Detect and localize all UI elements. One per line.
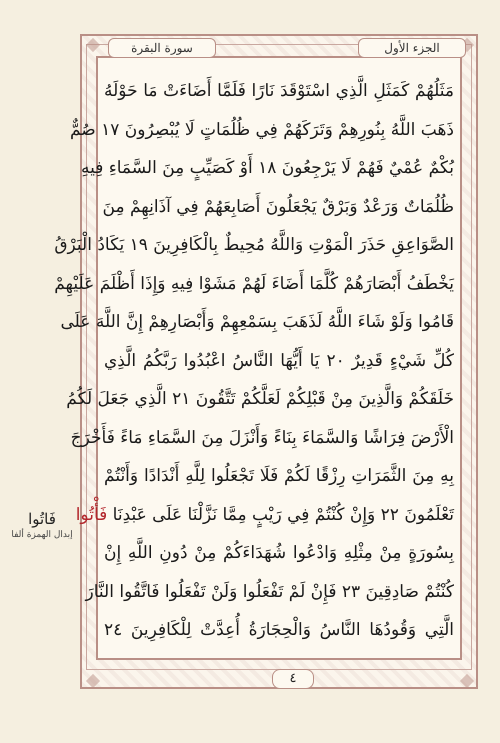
text-line: بِهِ مِنَ الثَّمَرَاتِ رِزْقًا لَكُمْ فَلَا تَجْعَلُوا لِلَّهِ أَنْدَادًا وَأَنْتُمْ xyxy=(104,466,454,486)
text-line: الصَّوَاعِقِ حَذَرَ الْمَوْتِ وَاللَّهُ مُحِيطٌ بِالْكَافِرِينَ ١٩ يَكَادُ الْبَرْقُ xyxy=(54,235,454,255)
text-line: قَامُوا وَلَوْ شَاءَ اللَّهُ لَذَهَبَ بِسَمْعِهِمْ وَأَبْصَارِهِمْ إِنَّ اللَّهَ عَلَى xyxy=(60,312,454,332)
highlighted-word: فَأْتُوا xyxy=(75,504,108,525)
margin-note-explanation: إبدال الهمزة ألفا xyxy=(11,530,73,540)
text-line: كُلِّ شَيْءٍ قَدِيرٌ ٢٠ يَا أَيُّهَا النَّاسُ اعْبُدُوا رَبَّكُمُ الَّذِي xyxy=(104,350,454,371)
verse-text xyxy=(54,72,454,662)
juz-label: الجزء الأول xyxy=(358,38,466,58)
text-line: الَّتِي وَقُودُهَا النَّاسُ وَالْحِجَارَةُ أُعِدَّتْ لِلْكَافِرِينَ ٢٤ xyxy=(104,620,454,640)
text-line: الْأَرْضَ فِرَاشًا وَالسَّمَاءَ بِنَاءً وَأَنْزَلَ مِنَ السَّمَاءِ مَاءً فَأَخْرَجَ xyxy=(70,427,454,448)
surah-label: سورة البقرة xyxy=(108,38,216,58)
margin-note xyxy=(4,508,80,541)
text-line: يَخْطَفُ أَبْصَارَهُمْ كُلَّمَا أَضَاءَ لَهُمْ مَشَوْا فِيهِ وَإِذَا أَظْلَمَ عَلَيْهِمْ xyxy=(54,273,454,294)
text-line: بِسُورَةٍ مِنْ مِثْلِهِ وَادْعُوا شُهَدَاءَكُمْ مِنْ دُونِ اللَّهِ إِنْ xyxy=(104,543,454,563)
text-line: مَثَلُهُمْ كَمَثَلِ الَّذِي اسْتَوْقَدَ نَارًا فَلَمَّا أَضَاءَتْ مَا حَوْلَهُ xyxy=(104,81,454,101)
text-line: بُكْمٌ عُمْيٌ فَهُمْ لَا يَرْجِعُونَ ١٨ أَوْ كَصَيِّبٍ مِنَ السَّمَاءِ فِيهِ xyxy=(80,158,454,178)
text-line: كُنْتُمْ صَادِقِينَ ٢٣ فَإِنْ لَمْ تَفْعَلُوا وَلَنْ تَفْعَلُوا فَاتَّقُوا النَّارَ xyxy=(85,581,454,602)
text-line: ذَهَبَ اللَّهُ بِنُورِهِمْ وَتَرَكَهُمْ فِي ظُلُمَاتٍ لَا يُبْصِرُونَ ١٧ صُمٌّ xyxy=(69,119,454,140)
margin-note-word: فَاتُوا xyxy=(28,510,56,528)
text-line: خَلَقَكُمْ وَالَّذِينَ مِنْ قَبْلِكُمْ لَعَلَّكُمْ تَتَّقُونَ ٢١ الَّذِي جَعَلَ لَكُمُ xyxy=(66,389,454,409)
text-line: ظُلُمَاتٌ وَرَعْدٌ وَبَرْقٌ يَجْعَلُونَ أَصَابِعَهُمْ فِي آذَانِهِمْ مِنَ xyxy=(102,196,454,217)
text-line: تَعْلَمُونَ ٢٢ وَإِنْ كُنْتُمْ فِي رَيْبٍ مِمَّا نَزَّلْنَا عَلَى عَبْدِنَا فَأْتُوا xyxy=(75,504,454,525)
page-number: ٤ xyxy=(272,669,314,689)
